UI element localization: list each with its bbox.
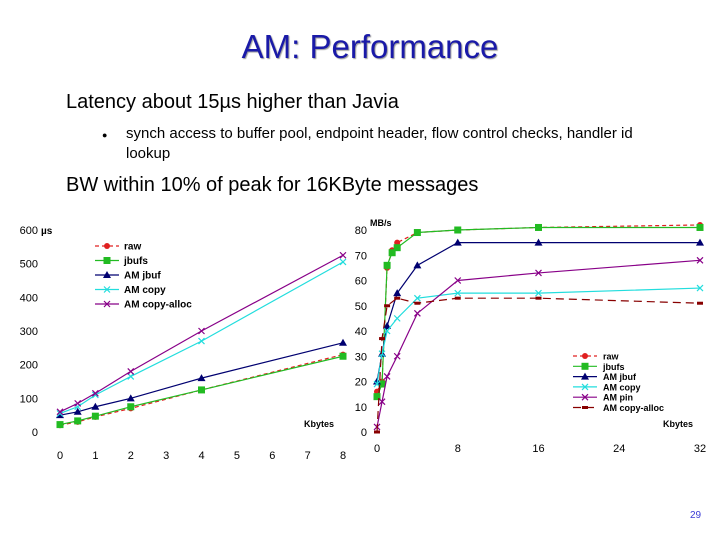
chart2-y-tick-label: 80 bbox=[354, 225, 367, 237]
chart2-y-tick-label: 70 bbox=[354, 250, 367, 263]
chart2-data-point bbox=[384, 304, 390, 307]
sub-bullet-overheads: synch access to buffer pool, endpoint header, flow control checks, handler id lookup bbox=[126, 125, 633, 162]
page-number: 29 bbox=[690, 510, 702, 521]
chart1-legend-label: jbufs bbox=[124, 256, 148, 267]
chart2-y-tick-label: 10 bbox=[354, 401, 367, 414]
chart1-data-point bbox=[127, 403, 134, 410]
chart2-data-point bbox=[454, 227, 461, 234]
chart2-y-unit-label: MB/s bbox=[370, 218, 392, 228]
chart1-data-point bbox=[128, 373, 134, 379]
chart2-legend-label: AM jbuf bbox=[603, 372, 636, 383]
chart2-data-point bbox=[394, 315, 400, 321]
chart2-y-tick-label: 50 bbox=[354, 300, 367, 313]
chart2-legend-label: raw bbox=[603, 351, 619, 362]
chart1-legend-label: raw bbox=[124, 241, 142, 253]
chart1-x-tick-label: 7 bbox=[304, 450, 311, 462]
chart2-x-tick-label: 0 bbox=[373, 443, 381, 455]
chart1-data-point bbox=[75, 400, 81, 406]
chart1-data-point bbox=[128, 368, 134, 374]
chart1-x-tick-label: 6 bbox=[269, 450, 276, 462]
chart2-legend-label: jbufs bbox=[603, 361, 625, 372]
chart1-x-tick-label: 8 bbox=[339, 450, 347, 462]
chart2-data-point bbox=[535, 224, 542, 231]
chart1-x-tick-label: 5 bbox=[233, 450, 240, 462]
chart2-data-point bbox=[536, 297, 542, 300]
chart1-data-point bbox=[340, 353, 347, 360]
chart1-x-tick-label: 2 bbox=[127, 450, 134, 462]
chart1-y-tick-label: 600 bbox=[19, 225, 38, 237]
chart2-series-line bbox=[377, 243, 700, 382]
chart1-data-point bbox=[199, 328, 205, 334]
chart2-data-point bbox=[394, 297, 400, 300]
chart1-data-point bbox=[92, 413, 99, 420]
chart2-data-point bbox=[414, 310, 420, 316]
chart1-data-point bbox=[340, 259, 346, 265]
chart1-data-point bbox=[199, 338, 205, 344]
chart2-data-point bbox=[394, 353, 400, 359]
chart2-series-line bbox=[377, 227, 700, 396]
chart1-y-tick-label: 400 bbox=[19, 292, 38, 305]
chart2-y-tick-label: 60 bbox=[354, 275, 367, 288]
chart2-data-point bbox=[413, 261, 421, 268]
chart2-x-tick-label: 32 bbox=[693, 443, 707, 455]
chart1-legend-marker bbox=[104, 257, 111, 264]
chart1-x-unit-label: Kbytes bbox=[304, 419, 335, 429]
chart2-data-point bbox=[379, 337, 385, 340]
chart1-data-point bbox=[198, 386, 205, 393]
slide-title: AM: Performance bbox=[241, 28, 499, 65]
chart2-y-tick-label: 0 bbox=[360, 427, 367, 439]
chart1-x-tick-label: 4 bbox=[198, 450, 205, 462]
chart2-legend-label: AM copy bbox=[603, 382, 641, 393]
chart1-legend-label: AM copy bbox=[124, 285, 166, 296]
chart1-x-tick-label: 3 bbox=[163, 450, 170, 462]
chart2-x-tick-label: 16 bbox=[532, 443, 545, 455]
chart1-legend-marker bbox=[104, 243, 110, 249]
chart2-y-tick-label: 40 bbox=[354, 326, 367, 338]
chart1-y-unit-label: µs bbox=[41, 226, 53, 237]
chart2-data-point bbox=[374, 431, 380, 434]
chart2-data-point bbox=[394, 244, 401, 251]
bullet-bandwidth: BW within 10% of peak for 16KByte messages bbox=[66, 174, 479, 196]
chart2-data-point bbox=[414, 302, 420, 305]
chart2-data-point bbox=[384, 262, 391, 269]
chart1-legend-label: AM jbuf bbox=[124, 270, 161, 282]
chart1-legend-label: AM copy-alloc bbox=[124, 299, 192, 311]
chart2-y-tick-label: 20 bbox=[354, 376, 367, 389]
chart2-x-tick-label: 24 bbox=[613, 443, 626, 455]
chart1-data-point bbox=[339, 339, 347, 346]
chart1-y-tick-label: 500 bbox=[19, 258, 38, 271]
chart2-series-line bbox=[377, 260, 700, 427]
chart2-x-unit-label: Kbytes bbox=[663, 419, 694, 429]
chart1-y-tick-label: 100 bbox=[19, 393, 38, 406]
chart1-data-point bbox=[74, 417, 81, 424]
chart1-y-tick-label: 200 bbox=[19, 359, 38, 372]
chart2-data-point bbox=[455, 297, 461, 300]
chart2-y-tick-label: 30 bbox=[354, 351, 367, 364]
chart1-data-point bbox=[340, 252, 346, 258]
chart2-data-point bbox=[414, 229, 421, 236]
sub-bullet-dot: ● bbox=[102, 130, 108, 140]
chart2-series-line bbox=[377, 225, 700, 392]
chart2-legend-marker bbox=[582, 406, 588, 409]
chart2-series-line bbox=[377, 288, 700, 384]
chart2-legend-marker bbox=[582, 353, 588, 359]
chart2-x-tick-label: 8 bbox=[454, 443, 461, 455]
chart1-x-tick-label: 0 bbox=[56, 450, 64, 462]
chart2-data-point bbox=[697, 302, 703, 305]
chart2-legend-marker bbox=[582, 363, 589, 370]
bullet-latency: Latency about 15µs higher than Javia bbox=[66, 91, 399, 113]
chart1-x-tick-label: 1 bbox=[92, 450, 99, 462]
chart2-legend-label: AM copy-alloc bbox=[603, 403, 665, 413]
chart1-y-tick-label: 0 bbox=[31, 427, 38, 439]
chart2-legend-label: AM pin bbox=[603, 392, 633, 403]
chart1-y-tick-label: 300 bbox=[19, 326, 38, 338]
chart1-data-point bbox=[57, 421, 64, 428]
chart2-data-point bbox=[697, 224, 704, 231]
